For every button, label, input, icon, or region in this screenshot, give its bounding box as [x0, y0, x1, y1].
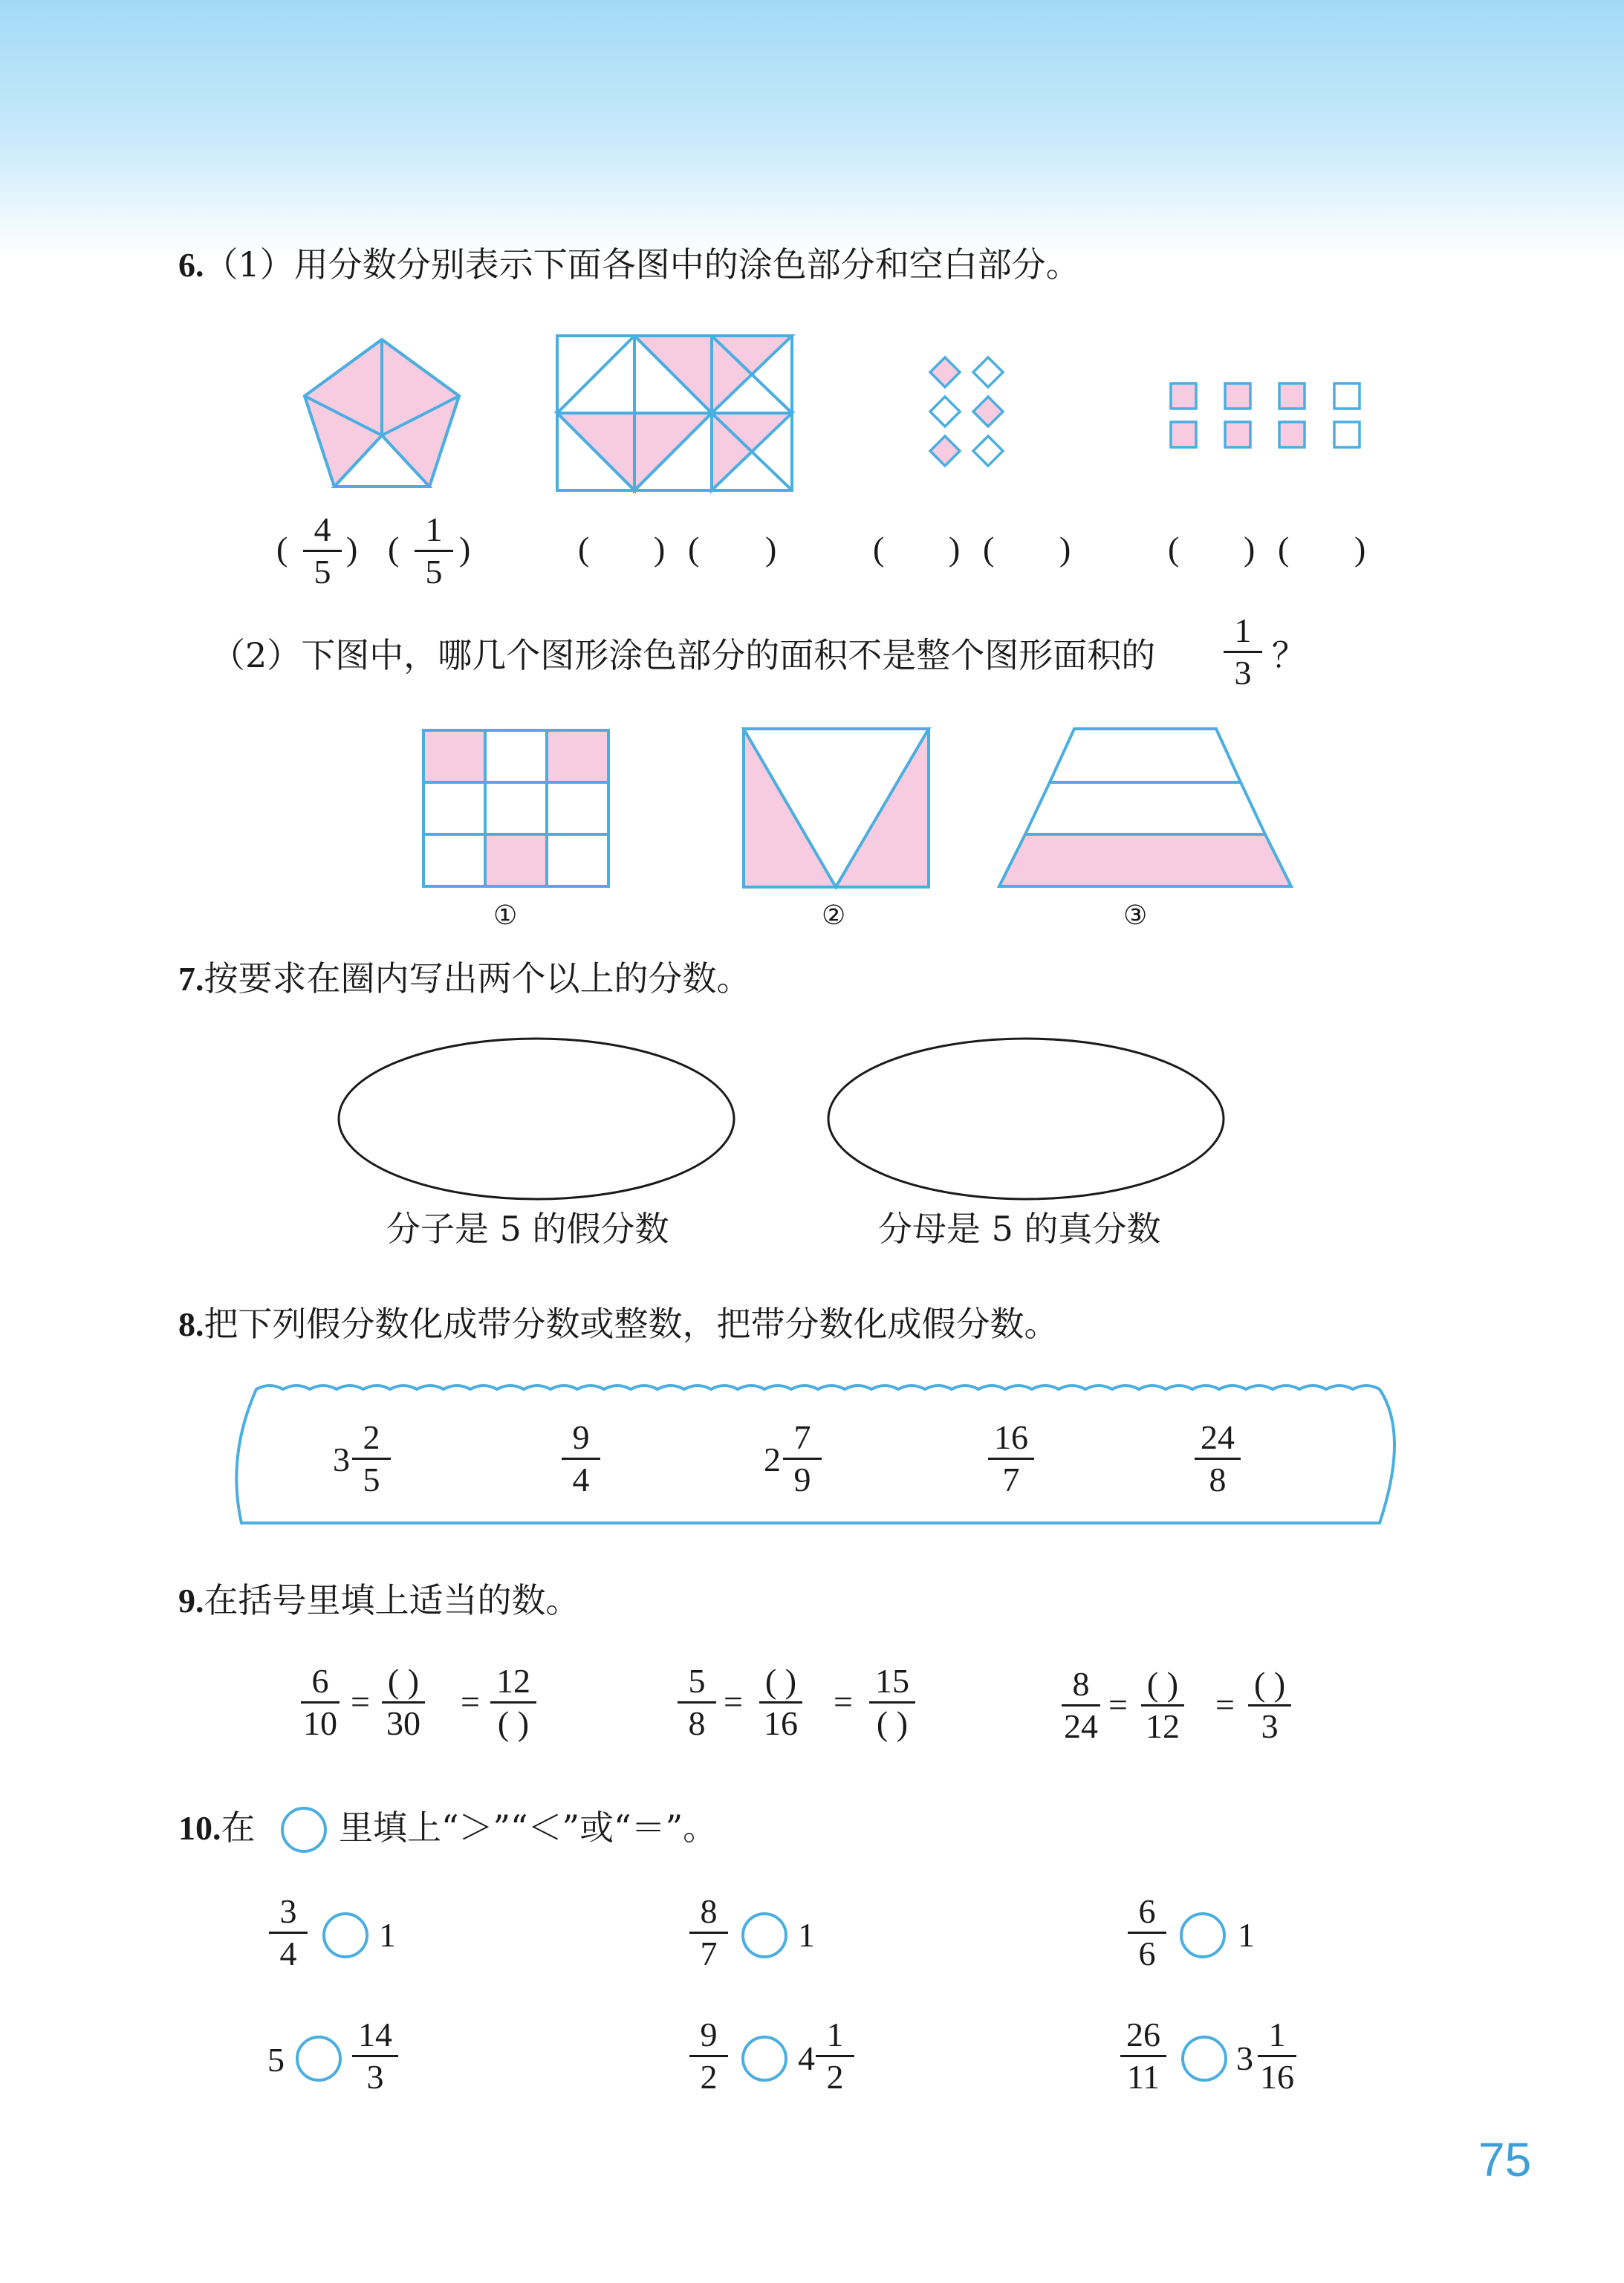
q10-r2-c3-right — [1254, 2015, 1300, 2097]
q8-fraction-4 — [988, 1417, 1034, 1500]
q9-g1-fraction-2[interactable] — [380, 1661, 426, 1744]
equals-sign: = — [834, 1683, 853, 1721]
fraction-denominator: 8 — [1209, 1461, 1227, 1498]
fraction-numerator: 16 — [988, 1417, 1034, 1460]
mixed-whole: 2 — [764, 1441, 781, 1478]
squares-figure — [1171, 383, 1360, 447]
fraction-numerator: 1 — [415, 510, 453, 552]
answer-blank-close: ) — [765, 530, 777, 568]
q10-r1-c1-right: 1 — [379, 1916, 396, 1954]
fraction-numerator-blank[interactable]: ( ) — [382, 1661, 425, 1704]
fraction-numerator: 2 — [352, 1417, 391, 1460]
answer-blank-close: ) — [1354, 530, 1366, 568]
rectangle-figure — [557, 336, 792, 490]
fraction-denominator: 2 — [826, 2058, 844, 2096]
q10-title — [178, 1808, 256, 1848]
mixed-whole: 3 — [1236, 2039, 1253, 2077]
fraction-numerator: 12 — [490, 1661, 536, 1704]
fraction-numerator: 4 — [303, 510, 342, 552]
answer-blank-open[interactable]: ( — [983, 530, 995, 568]
pentagon-figure — [305, 340, 459, 487]
trapezoid-figure-3 — [999, 729, 1291, 886]
fraction-numerator: 6 — [301, 1661, 340, 1704]
fraction-denominator: 5 — [425, 553, 443, 591]
q10-suffix: 里填上“＞”“＜”或“＝”。 — [339, 1808, 718, 1848]
q9-g3-fraction-2[interactable] — [1140, 1664, 1186, 1747]
equals-sign: = — [1215, 1686, 1235, 1724]
q9-g2-fraction-2[interactable] — [758, 1661, 804, 1744]
q8-fraction-1 — [352, 1417, 391, 1500]
answer-blank-fraction — [415, 510, 453, 592]
q7-ellipses — [0, 1025, 1624, 1204]
equals-sign: = — [351, 1683, 370, 1721]
answer-blank-open[interactable]: ( — [1168, 530, 1180, 568]
q10-r1-c2-left — [689, 1891, 728, 1974]
answer-blank-close: ) — [1244, 530, 1256, 568]
fraction-numerator: 1 — [1258, 2015, 1296, 2057]
q8-fraction-5 — [1195, 1417, 1241, 1500]
answer-blank-close: ) — [654, 530, 666, 568]
q9-g3-fraction-3[interactable] — [1248, 1664, 1291, 1747]
q10-r2-c1-left: 5 — [267, 2041, 285, 2079]
answer-blank-open[interactable]: ( — [1278, 530, 1290, 568]
fraction-denominator: 5 — [363, 1461, 380, 1498]
fraction-numerator: 6 — [1128, 1891, 1166, 1934]
answer-ellipse-improper — [339, 1039, 734, 1199]
q10-r2-c3-left — [1120, 2015, 1166, 2097]
fraction-denominator: 3 — [366, 2058, 384, 2096]
fraction-numerator-blank[interactable]: ( ) — [759, 1661, 802, 1704]
answer-blank-open[interactable]: ( — [578, 530, 590, 568]
answer-shaded-fraction — [303, 510, 342, 592]
compare-circle[interactable] — [741, 1912, 787, 1958]
fraction-denominator: 12 — [1146, 1707, 1180, 1745]
figure-label-1: ① — [493, 900, 518, 931]
fraction-numerator: 9 — [689, 2015, 728, 2057]
q8-fraction-2 — [562, 1417, 600, 1500]
q8-title — [178, 1305, 1059, 1344]
q7-text: 按要求在圈内写出两个以上的分数。 — [204, 958, 751, 998]
fraction-numerator: 5 — [678, 1661, 716, 1704]
fraction-denominator-blank[interactable]: ( ) — [497, 1704, 530, 1742]
q10-r1-c2-right: 1 — [798, 1916, 815, 1954]
q8-text: 把下列假分数化成带分数或整数，把带分数化成假分数。 — [204, 1304, 1059, 1344]
grid-figure-1 — [423, 730, 608, 886]
page-number: 75 — [1478, 2133, 1532, 2186]
fraction-denominator: 16 — [764, 1704, 798, 1742]
equals-sign: = — [724, 1683, 743, 1721]
q6-part2-text: （2）下图中，哪几个图形涂色部分的面积不是整个图形面积的 — [211, 635, 1156, 675]
answer-blank-close: ) — [1059, 530, 1071, 568]
fraction-numerator: 3 — [269, 1891, 308, 1934]
compare-circle[interactable] — [296, 2036, 342, 2082]
fraction-denominator: 9 — [793, 1461, 811, 1498]
fraction-numerator: 26 — [1120, 2015, 1166, 2057]
circle-icon — [281, 1807, 327, 1853]
fraction-numerator: 14 — [352, 2015, 398, 2057]
fraction-numerator: 8 — [1062, 1664, 1100, 1706]
q10-r1-c3-left — [1128, 1891, 1166, 1974]
figure-label-2: ② — [822, 900, 846, 931]
q7-title — [178, 959, 751, 998]
q9-text: 在括号里填上适当的数。 — [204, 1580, 580, 1620]
q6-number: 6. — [178, 246, 204, 284]
answer-blank-open[interactable]: ( — [688, 530, 700, 568]
fraction-denominator: 4 — [572, 1461, 590, 1498]
q8-number: 8. — [178, 1305, 204, 1343]
compare-circle[interactable] — [1180, 1912, 1226, 1958]
q9-title — [178, 1581, 580, 1620]
fraction-denominator-blank[interactable]: ( ) — [876, 1704, 909, 1742]
diamonds-figure — [930, 357, 1003, 466]
paren-open: ( — [388, 530, 400, 568]
q10-r1-c3-right: 1 — [1238, 1916, 1255, 1954]
answer-ellipse-proper — [828, 1039, 1224, 1199]
q10-r1-c1-left — [269, 1891, 308, 1974]
mixed-whole: 3 — [333, 1441, 350, 1478]
q10-r2-c1-right — [352, 2015, 398, 2097]
ellipse-label-proper: 分母是 5 的真分数 — [878, 1209, 1161, 1249]
q6-figures — [0, 0, 1624, 966]
answer-blank-close: ) — [949, 530, 961, 568]
fraction-denominator: 4 — [279, 1935, 297, 1972]
figure-label-3: ③ — [1123, 900, 1148, 931]
q9-g2-fraction-1 — [678, 1661, 716, 1744]
q10-number: 10. — [178, 1809, 221, 1847]
fraction-denominator: 5 — [314, 553, 331, 591]
fraction-numerator-blank[interactable]: ( ) — [1141, 1664, 1184, 1706]
fraction-numerator: 1 — [816, 2015, 854, 2057]
fraction-denominator: 10 — [303, 1704, 337, 1742]
ellipse-label-improper: 分子是 5 的假分数 — [386, 1209, 669, 1249]
fraction-denominator: 16 — [1260, 2058, 1294, 2096]
fraction-numerator-blank[interactable]: ( ) — [1248, 1664, 1291, 1706]
q10-r2-c2-left — [689, 2015, 728, 2097]
mixed-whole: 4 — [798, 2039, 815, 2077]
fraction-denominator: 8 — [688, 1704, 706, 1742]
fraction-denominator: 3 — [1234, 654, 1252, 692]
paren-close: ) — [346, 530, 358, 568]
fraction-numerator: 24 — [1195, 1417, 1241, 1460]
paren-open: ( — [276, 530, 288, 568]
part2-fraction — [1224, 611, 1262, 693]
q10-r2-c2-right — [816, 2015, 854, 2097]
fraction-denominator: 2 — [700, 2058, 718, 2096]
q7-number: 7. — [178, 960, 204, 998]
fraction-denominator: 30 — [386, 1704, 420, 1742]
question-mark: ？ — [1272, 635, 1306, 675]
fraction-denominator: 7 — [700, 1935, 718, 1972]
fraction-numerator: 8 — [689, 1891, 728, 1934]
square-triangle-figure-2 — [744, 729, 929, 887]
q10-prefix: 在 — [221, 1808, 256, 1848]
equals-sign: = — [461, 1683, 480, 1721]
fraction-numerator: 9 — [562, 1417, 600, 1460]
fraction-denominator: 11 — [1126, 2058, 1160, 2096]
paren-close: ) — [459, 530, 471, 568]
q9-g1-fraction-3[interactable] — [490, 1661, 536, 1744]
fraction-numerator: 1 — [1224, 611, 1262, 653]
fraction-denominator: 7 — [1002, 1461, 1020, 1498]
q6-part1-text: （1）用分数分别表示下面各图中的涂色部分和空白部分。 — [204, 244, 1080, 285]
fraction-numerator: 7 — [783, 1417, 822, 1460]
answer-blank-open[interactable]: ( — [873, 530, 885, 568]
equals-sign: = — [1108, 1686, 1128, 1724]
fraction-denominator: 24 — [1064, 1707, 1098, 1745]
fraction-numerator: 15 — [869, 1661, 915, 1704]
fraction-denominator: 6 — [1138, 1935, 1156, 1972]
compare-circle[interactable] — [1181, 2036, 1227, 2082]
fraction-denominator: 3 — [1261, 1707, 1279, 1745]
q9-g1-fraction-1 — [297, 1661, 343, 1744]
compare-circle[interactable] — [322, 1912, 368, 1958]
q9-number: 9. — [178, 1582, 204, 1620]
q9-g2-fraction-3[interactable] — [869, 1661, 915, 1744]
q9-g3-fraction-1 — [1058, 1664, 1104, 1747]
compare-circle[interactable] — [741, 2036, 787, 2082]
q8-fraction-3 — [783, 1417, 822, 1500]
